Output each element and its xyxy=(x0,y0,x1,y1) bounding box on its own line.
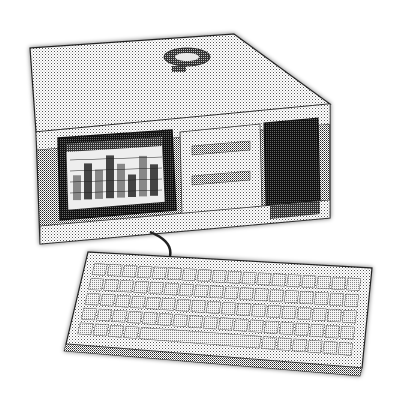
keyboard-key xyxy=(152,267,167,279)
keyboard-key xyxy=(122,265,137,277)
keyboard-key xyxy=(312,308,327,321)
keyboard-key xyxy=(173,314,188,326)
keyboard-key xyxy=(331,277,345,290)
keyboard-key xyxy=(107,264,122,276)
keyboard-key xyxy=(342,310,357,323)
keyboard-key xyxy=(346,278,360,291)
keyboard-key xyxy=(310,324,325,337)
keyboard-key xyxy=(188,316,203,329)
keyboard-key xyxy=(329,293,343,306)
keyboard-key xyxy=(236,303,251,316)
keyboard xyxy=(64,252,372,376)
keyboard-key xyxy=(194,285,209,297)
keyboard-key xyxy=(279,322,294,335)
keyboard-key xyxy=(145,297,160,309)
keyboard-key xyxy=(119,280,134,292)
keyboard-key xyxy=(130,296,145,308)
keyboard-key xyxy=(176,299,191,311)
keyboard-key xyxy=(161,298,176,310)
keyboard-key xyxy=(206,301,221,314)
keyboard-key xyxy=(338,342,353,355)
keyboard-key xyxy=(249,320,264,333)
keyboard-key xyxy=(344,294,358,307)
keyboard-key xyxy=(277,338,292,351)
keyboard-key xyxy=(203,317,218,330)
keyboard-key xyxy=(85,293,101,305)
screen-bar xyxy=(95,170,103,199)
keyboard-key xyxy=(92,264,108,276)
keyboard-key xyxy=(88,278,104,290)
keyboard-key xyxy=(179,284,194,296)
keyboard-key xyxy=(191,300,206,312)
keyboard-key xyxy=(97,309,113,321)
keyboard-key xyxy=(112,310,128,322)
screen-bar xyxy=(117,164,125,198)
keyboard-key xyxy=(317,276,331,289)
keyboard-key xyxy=(314,292,329,305)
keyboard-key xyxy=(272,274,287,287)
keyboard-key xyxy=(292,339,307,352)
keyboard-key xyxy=(282,306,297,319)
keyboard-key xyxy=(137,266,152,278)
keyboard-key xyxy=(209,286,224,298)
keyboard-key xyxy=(100,294,116,306)
keyboard-key xyxy=(182,269,197,281)
keyboard-key xyxy=(325,325,340,338)
keyboard-key xyxy=(149,282,164,294)
keyboard-key xyxy=(323,341,338,354)
keyboard-key xyxy=(242,272,257,284)
keyboard-key xyxy=(254,289,269,302)
keyboard-key xyxy=(307,340,322,353)
side-recess xyxy=(264,118,320,206)
keyboard-key xyxy=(262,337,277,350)
keyboard-key xyxy=(108,325,124,337)
keyboard-key xyxy=(234,319,249,332)
keyboard-key xyxy=(142,312,157,324)
keyboard-key xyxy=(124,326,140,338)
keyboard-key xyxy=(251,304,266,317)
keyboard-key xyxy=(327,309,342,322)
screen-bar xyxy=(150,164,158,196)
keyboard-key xyxy=(78,323,94,335)
keyboard-key xyxy=(269,289,284,302)
crt-screen xyxy=(58,130,176,220)
disk-drive-panel xyxy=(180,124,262,214)
keyboard-key xyxy=(197,269,212,281)
keyboard-key xyxy=(264,321,279,334)
keyboard-key xyxy=(299,291,314,304)
keyboard-cable xyxy=(150,232,170,256)
keyboard-key xyxy=(134,281,149,293)
keyboard-key xyxy=(157,313,172,325)
keyboard-key xyxy=(167,268,182,280)
keyboard-key xyxy=(218,318,233,331)
keyboard-key xyxy=(127,311,142,323)
keyboard-key xyxy=(221,302,236,315)
keyboard-key xyxy=(295,323,310,336)
keyboard-key xyxy=(287,275,302,288)
keyboard-key xyxy=(302,275,317,288)
keyboard-key xyxy=(93,324,109,336)
keyboard-key xyxy=(227,271,242,283)
keyboard-key xyxy=(212,270,227,282)
keyboard-key xyxy=(104,279,119,291)
keyboard-key xyxy=(267,305,282,318)
keyboard-key xyxy=(224,287,239,300)
keyboard-key xyxy=(115,295,131,307)
keyboard-key xyxy=(257,273,272,286)
keyboard-key xyxy=(164,283,179,295)
keyboard-key xyxy=(340,326,355,339)
keyboard-key xyxy=(239,288,254,301)
keyboard-key xyxy=(81,308,97,320)
screen-bar xyxy=(73,175,81,200)
keyboard-key xyxy=(284,290,299,303)
screen-bar xyxy=(128,175,136,198)
keyboard-key xyxy=(297,307,312,320)
